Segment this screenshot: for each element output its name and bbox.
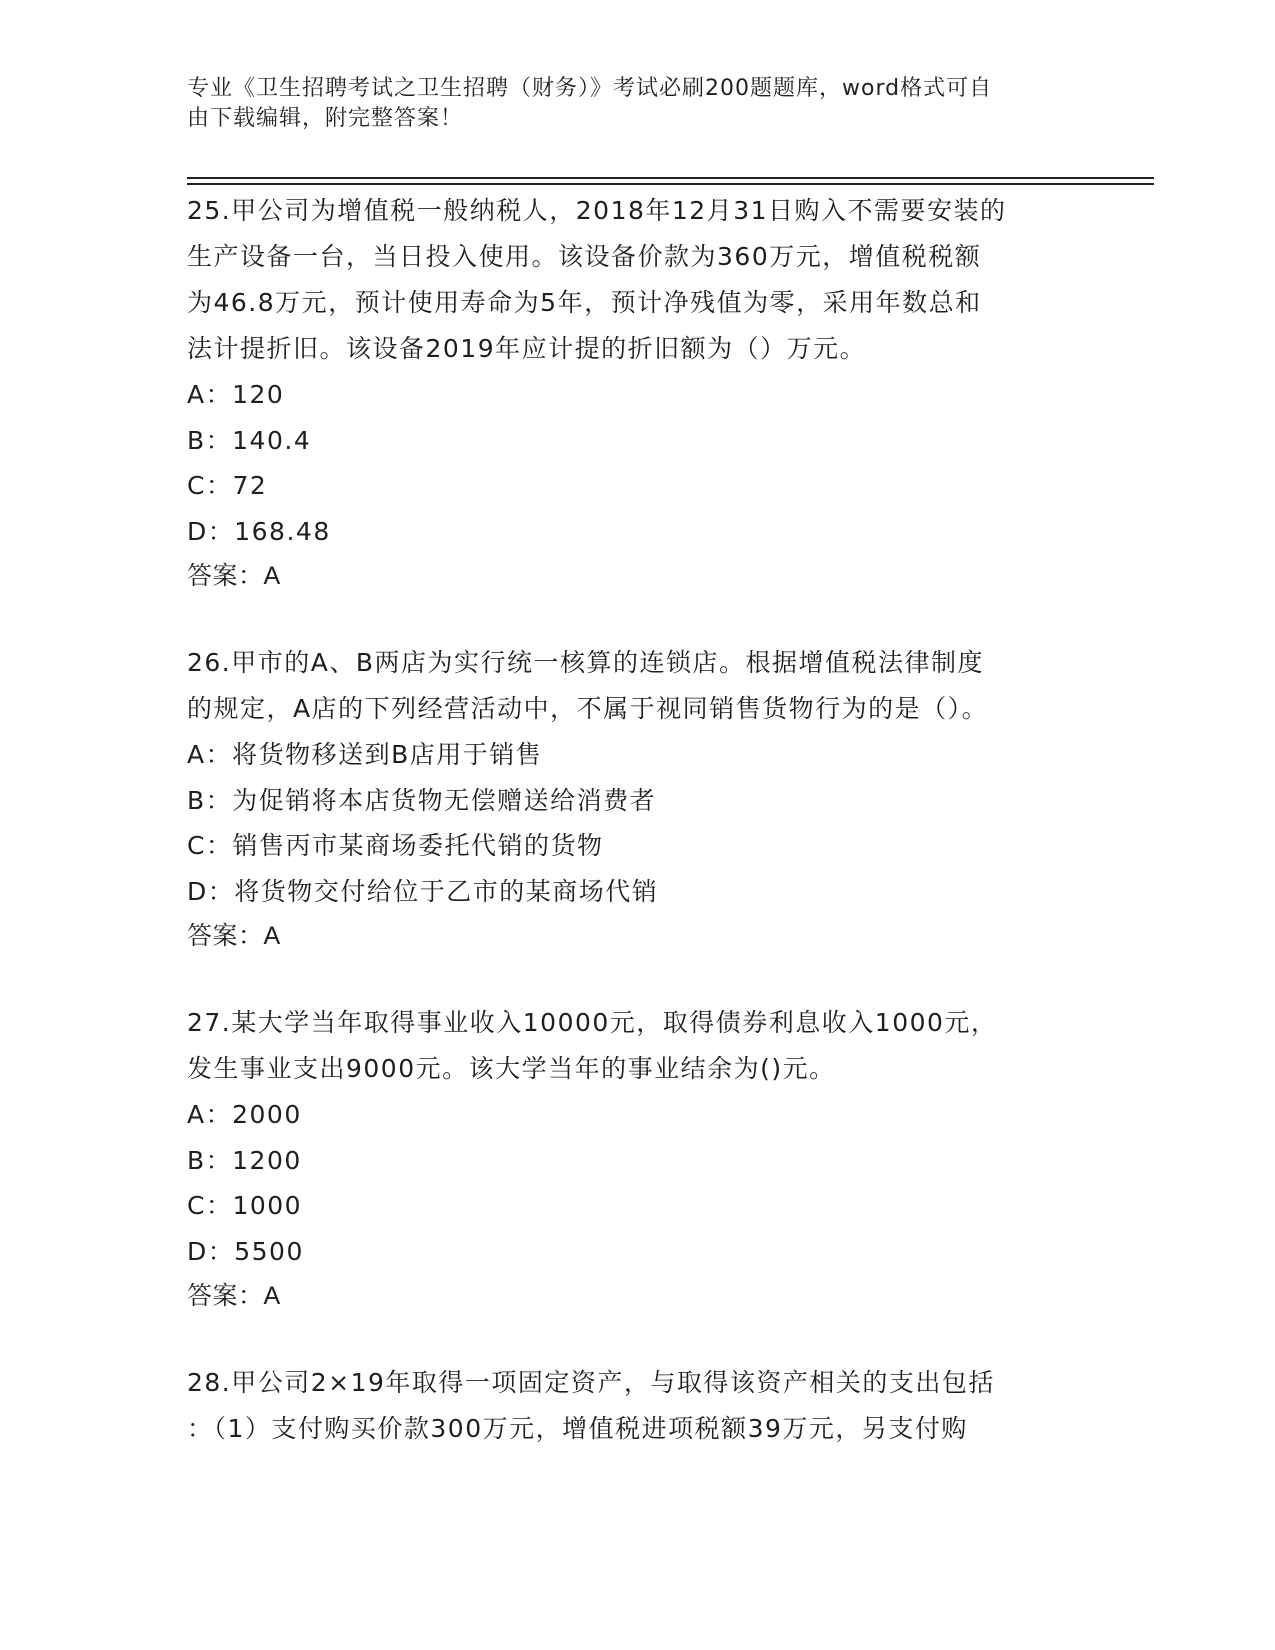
question-25 bbox=[187, 188, 1087, 599]
question-26-line-1: 26.甲市的A、B两店为实行统一核算的连锁店。根据增值税法律制度 bbox=[187, 648, 985, 677]
question-27 bbox=[187, 1000, 1087, 1319]
question-25-option-c: C：72 bbox=[187, 471, 268, 500]
question-spacer bbox=[187, 599, 1087, 640]
question-25-line-2: 生产设备一台，当日投入使用。该设备价款为360万元，增值税税额 bbox=[187, 242, 982, 271]
question-26-line-2: 的规定，A店的下列经营活动中，不属于视同销售货物行为的是（）。 bbox=[187, 694, 989, 723]
question-28 bbox=[187, 1360, 1087, 1452]
question-25-line-4: 法计提折旧。该设备2019年应计提的折旧额为（）万元。 bbox=[187, 334, 867, 363]
question-26-option-a: A：将货物移送到B店用于销售 bbox=[187, 740, 543, 769]
question-spacer bbox=[187, 959, 1087, 1000]
question-25-line-3: 为46.8万元，预计使用寿命为5年，预计净残值为零，采用年数总和 bbox=[187, 288, 982, 317]
question-27-line-1: 27.某大学当年取得事业收入10000元，取得债券利息收入1000元， bbox=[187, 1008, 998, 1037]
header-line-1: 专业《卫生招聘考试之卫生招聘（财务）》考试必刷200题题库，word格式可自 bbox=[187, 76, 993, 101]
question-26-option-d: D：将货物交付给位于乙市的某商场代销 bbox=[187, 876, 659, 906]
question-26-option-c: C：销售丙市某商场委托代销的货物 bbox=[187, 831, 604, 860]
question-28-line-1: 28.甲公司2×19年取得一项固定资产，与取得该资产相关的支出包括 bbox=[187, 1368, 995, 1397]
question-27-option-b: B：1200 bbox=[187, 1145, 302, 1175]
question-25-answer: 答案：A bbox=[187, 562, 281, 590]
question-26-option-b: B：为促销将本店货物无偿赠送给消费者 bbox=[187, 785, 657, 815]
question-spacer bbox=[187, 1319, 1087, 1360]
question-27-option-c: C：1000 bbox=[187, 1191, 303, 1220]
question-26-answer: 答案：A bbox=[187, 922, 281, 950]
question-27-option-d: D：5500 bbox=[187, 1236, 304, 1266]
question-27-answer: 答案：A bbox=[187, 1282, 281, 1310]
document-header bbox=[187, 74, 1067, 134]
header-divider-bottom bbox=[187, 183, 1154, 185]
question-26 bbox=[187, 640, 1087, 959]
question-27-option-a: A：2000 bbox=[187, 1100, 302, 1129]
question-list bbox=[187, 188, 1087, 1452]
question-25-option-d: D：168.48 bbox=[187, 516, 331, 546]
question-27-line-2: 发生事业支出9000元。该大学当年的事业结余为()元。 bbox=[187, 1054, 836, 1083]
question-25-option-a: A：120 bbox=[187, 380, 285, 409]
question-25-line-1: 25.甲公司为增值税一般纳税人，2018年12月31日购入不需要安装的 bbox=[187, 196, 1007, 225]
header-line-2: 由下载编辑，附完整答案！ bbox=[187, 106, 464, 131]
question-28-line-2: ：（1）支付购买价款300万元，增值税进项税额39万元，另支付购 bbox=[187, 1414, 968, 1443]
header-divider-top bbox=[187, 177, 1154, 179]
question-25-option-b: B：140.4 bbox=[187, 425, 312, 455]
